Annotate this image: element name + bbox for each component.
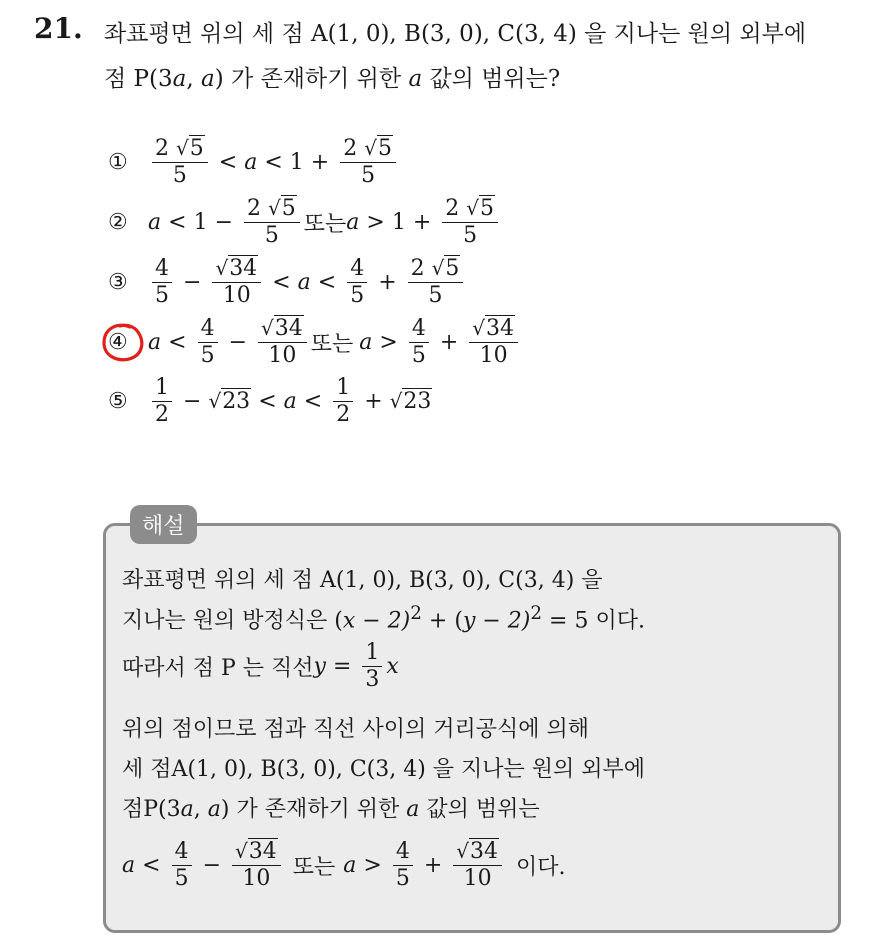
denominator: 5 [428,283,443,308]
radical [208,389,251,414]
choice-2[interactable] [108,195,502,249]
operator: < [317,269,337,295]
radical-sign: √ [235,839,248,863]
choice-number: ④ [108,329,128,355]
variable: x [386,654,399,679]
denominator: 5 [350,282,365,308]
digit: 1 [391,209,406,235]
denominator: 5 [155,282,169,308]
radical [390,389,433,414]
radical [268,195,297,222]
numerator: 4 [409,316,429,343]
fraction [152,375,172,428]
variable: a [346,209,360,235]
digit: 2 [410,256,425,281]
fraction [362,640,382,693]
radical-sign: √ [472,316,486,340]
question-number: 21. [34,12,83,45]
sol-text: 점P(3 [122,797,181,822]
operator: < [142,852,161,878]
choice-5[interactable] [108,375,432,428]
radicand: 5 [445,256,460,281]
numerator: 1 [362,640,382,667]
sol-expr: x − 2) [342,608,411,634]
variable: a [359,329,373,355]
radical [364,135,393,162]
choice-number: ③ [108,269,128,295]
fraction [244,195,300,249]
radicand: 5 [189,136,204,161]
operator: > [379,329,398,355]
radicand: 34 [486,316,515,341]
solution-line6 [122,792,540,823]
denominator: 5 [463,223,478,248]
fraction [469,315,518,369]
radical-sign: √ [466,196,480,220]
question-text-line1: 좌표평면 위의 세 점 A(1, 0), B(3, 0), C(3, 4) 을 지나는 원의 외부에 [104,21,807,47]
digit: 2 [247,196,261,221]
sol-text: , [193,797,208,822]
variable: a [148,209,162,235]
denominator: 2 [155,402,169,427]
sol-text: 지나는 원의 방정식은 ( [122,608,343,634]
denominator: 5 [361,163,376,188]
numerator: 1 [333,375,353,402]
denominator: 10 [268,343,297,368]
q-var: a [172,66,187,92]
variable: a [343,852,357,878]
fraction [442,195,498,249]
operator: < [168,329,187,355]
radical-sign: √ [364,136,377,160]
radical [176,135,205,162]
operator: < [303,389,323,414]
radicand: 34 [248,839,277,864]
fraction [152,135,208,189]
numerator: 4 [152,256,172,283]
denominator: 5 [172,163,187,188]
radicand: 34 [470,839,499,864]
digit: 1 [193,209,208,235]
denominator: 10 [479,343,508,368]
operator: < [218,149,238,175]
choice-4[interactable] [108,315,522,369]
operator: − [214,209,233,235]
question-text-line2 [104,60,560,93]
fraction [212,255,261,309]
q-text: 값의 범위는? [422,66,561,92]
operator: + [310,149,330,175]
radical [472,315,515,342]
denominator: 5 [264,223,279,248]
sol-text: 이다. [516,854,566,880]
digit: 2 [445,196,460,221]
radicand: 23 [222,389,251,414]
operator: = [332,654,352,679]
fraction [232,838,281,892]
fraction [393,839,413,892]
variable: a [148,329,162,355]
q-text: ) 가 존재하기 위한 [214,66,409,92]
operator: < [168,209,187,235]
numerator: 4 [393,839,413,866]
choice-number: ⑤ [108,389,128,414]
choice-1[interactable] [108,135,400,189]
sol-text: + ( [421,608,463,634]
operator: − [202,852,221,878]
q-var: a [200,66,215,92]
variable: a [283,389,297,414]
radicand: 34 [274,316,303,341]
solution-line4: 위의 점이므로 점과 직선 사이의 거리공식에 의해 [122,717,590,742]
operator: > [363,852,382,878]
fraction [198,316,218,369]
fraction [340,135,396,189]
sol-text: ) 가 존재하기 위한 [220,797,407,822]
numerator: 4 [347,256,367,283]
q-text: , [186,66,201,92]
operator: − [183,389,202,414]
superscript: 2 [410,603,422,624]
superscript: 2 [530,603,543,624]
fraction [347,256,367,309]
fraction [172,839,192,892]
operator: + [378,269,397,295]
radicand: 34 [229,256,258,281]
sol-text: 값의 범위는 [419,797,540,822]
numerator: 4 [198,316,218,343]
radical [432,255,461,282]
radical-sign: √ [261,316,274,340]
radicand: 5 [281,196,296,221]
variable: a [297,269,311,295]
digit: 1 [289,149,304,175]
denominator: 3 [365,667,380,692]
variable: a [244,149,258,175]
q-text: 점 P(3 [104,66,173,92]
variable: a [122,852,136,878]
operator: < [272,269,291,295]
radicand: 5 [480,196,495,221]
radical [215,255,258,282]
denominator: 10 [222,283,251,308]
variable: a [180,797,194,822]
solution-line3 [122,640,399,693]
radicand: 5 [377,136,392,161]
solution-line5: 세 점A(1, 0), B(3, 0), C(3, 4) 을 지나는 원의 외부에 [122,757,646,782]
denominator: 5 [395,865,410,891]
denominator: 2 [336,402,351,427]
or-word: 또는 [292,854,336,880]
choice-number: ① [108,149,128,175]
operator: − [183,269,202,295]
denominator: 5 [411,342,426,368]
fraction [408,255,464,309]
or-word: 또는 [310,331,354,357]
operator: + [412,209,432,235]
fraction [258,315,307,369]
solution-line1: 좌표평면 위의 세 점 A(1, 0), B(3, 0), C(3, 4) 을 [122,568,603,593]
radical-sign: √ [215,256,229,280]
fraction [409,316,429,369]
operator: + [364,389,383,414]
or-word: 또는 [303,211,347,237]
radicand: 23 [403,389,432,414]
radical-sign: √ [268,196,281,220]
sol-text: = 5 이다. [542,608,645,634]
denominator: 10 [242,866,271,891]
variable: y [313,654,326,679]
numerator: 1 [152,375,172,402]
radical-sign: √ [431,256,445,280]
radical-sign: √ [456,839,470,863]
radical [456,838,499,865]
variable: a [207,797,221,822]
denominator: 5 [174,865,189,891]
radical-sign: √ [176,136,189,160]
operator: − [228,329,247,355]
operator: > [366,209,385,235]
fraction [333,375,353,428]
operator: + [439,329,459,355]
radical [466,195,495,222]
q-var: a [408,66,423,92]
operator: < [258,389,277,414]
fraction [152,256,172,309]
radical [261,315,304,342]
operator: < [264,149,283,175]
radical-sign: √ [208,389,222,413]
radical [235,838,278,865]
variable: a [406,797,420,822]
fraction [453,838,502,892]
solution-line2 [122,603,645,634]
operator: + [423,852,443,878]
choice-3[interactable] [108,255,467,309]
numerator: 4 [172,839,192,866]
solution-tag: 해설 [130,505,197,544]
denominator: 10 [463,866,492,891]
radical-sign: √ [389,389,403,413]
solution-line7 [122,838,566,892]
sol-expr: y − 2) [462,608,531,634]
digit: 2 [343,136,358,161]
sol-text: 따라서 점 P 는 직선 [122,656,314,681]
choice-number: ② [108,209,128,235]
digit: 2 [155,136,169,161]
denominator: 5 [200,342,215,368]
